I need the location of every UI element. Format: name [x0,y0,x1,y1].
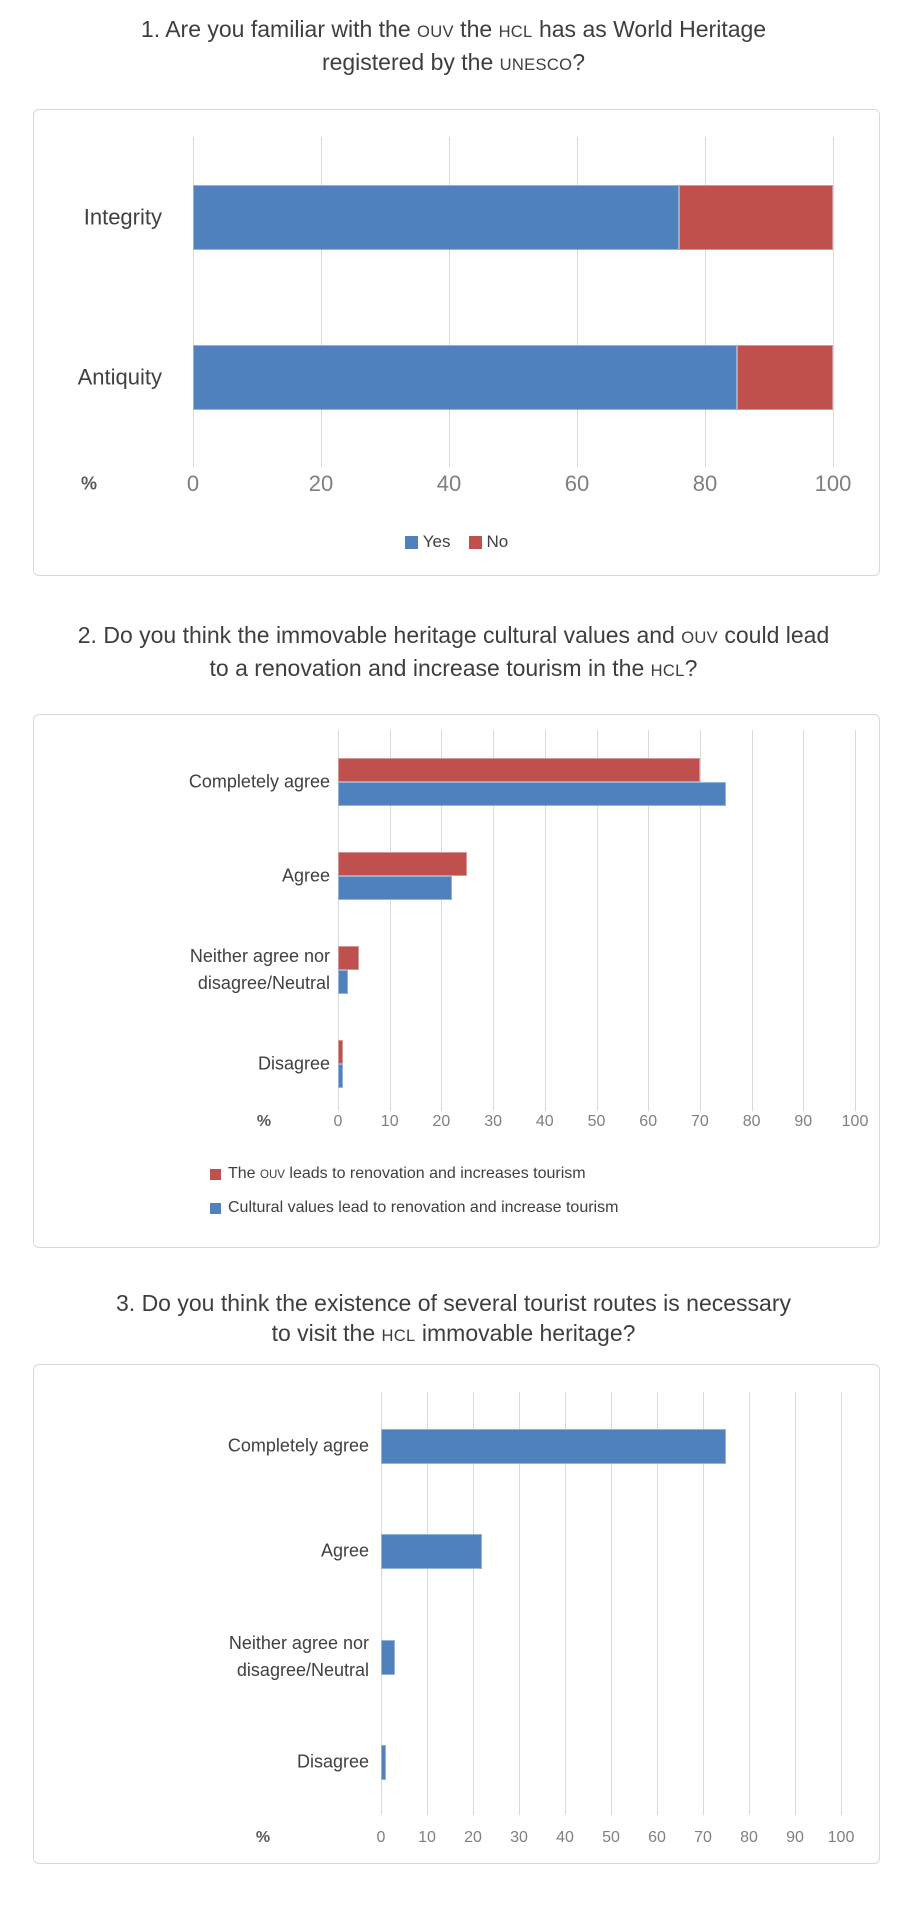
text-segment: immovable heritage? [415,1320,636,1346]
text-segment: ? [684,655,698,681]
title-line [34,1288,874,1318]
x-axis-unit-label: % [80,473,98,494]
x-axis-tick-label: 20 [432,1113,451,1130]
category-label: Agree [281,865,330,886]
category-label: Disagree [257,1053,330,1074]
small-caps-abbr: HCL [498,22,533,41]
question-1-section [0,14,907,576]
question-2-section [0,620,907,1248]
gridline [803,730,804,1111]
gridline [833,137,834,467]
category-label: Neither agree nor disagree/Neutral [189,946,330,993]
bar-segment [338,852,467,876]
category-label: Antiquity [77,364,162,390]
gridline [795,1392,796,1815]
x-axis-tick-label: 0 [333,1113,343,1130]
legend-item [210,1199,618,1217]
question-2-chart [33,714,880,1248]
text-segment: 2. Do you think the immovable heritage cultural values and [77,622,682,648]
x-axis-tick-label: 70 [690,1113,709,1130]
bar-segment [381,1429,726,1464]
bar-segment [381,1640,395,1675]
category-label: Completely agree [188,771,330,792]
x-axis-tick-label: 80 [740,1829,758,1846]
x-axis-tick-label: 20 [464,1829,482,1846]
x-axis-tick-label: 20 [308,471,334,496]
text-segment: ? [572,49,586,75]
legend-label: Yes [422,532,451,551]
text-segment: to visit the [271,1320,382,1346]
small-caps-abbr: HCL [381,1326,416,1345]
legend-label [228,1199,618,1217]
x-axis-tick-label: 50 [587,1113,606,1130]
question-1-title [34,14,874,80]
title-line [34,1318,874,1351]
category-label: Agree [320,1540,369,1561]
gridline [752,730,753,1111]
small-caps-abbr: OUV [260,1169,285,1181]
x-axis-tick-label: 40 [436,471,462,496]
text-segment: Cultural values lead to renovation and increase tourism [228,1199,619,1216]
text-segment: to a renovation and increase tourism in the [209,655,651,681]
x-axis-tick-label: 100 [827,1829,855,1846]
x-axis-unit-label: % [256,1113,272,1130]
x-axis-tick-label: 100 [841,1113,869,1130]
title-line [34,653,874,686]
x-axis-tick-label: 50 [602,1829,620,1846]
legend-label: No [486,532,509,551]
category-label: Completely agree [227,1435,369,1456]
bar-segment [193,185,679,250]
x-axis-tick-label: 80 [742,1113,761,1130]
x-axis-tick-label: 100 [814,471,852,496]
x-axis-tick-label: 60 [648,1829,666,1846]
title-line [34,620,874,653]
x-axis-tick-label: 60 [564,471,590,496]
bar-segment [338,876,452,900]
x-axis-tick-label: 40 [535,1113,554,1130]
x-axis-tick-label: 40 [556,1829,574,1846]
bar-segment [737,345,833,410]
x-axis-tick-label: 0 [376,1829,386,1846]
x-axis-tick-label: 70 [694,1829,712,1846]
question-3-title [34,1288,874,1351]
legend-swatch [469,536,482,549]
legend-item [469,532,509,552]
legend-swatch [210,1169,221,1180]
bar-segment [679,185,833,250]
bar-segment [338,782,726,806]
question-1-chart [33,109,880,576]
legend [34,532,879,552]
text-segment: registered by the [321,49,500,75]
x-axis-tick-label: 30 [510,1829,528,1846]
text-segment: The [228,1165,261,1182]
text-segment: 1. Are you familiar with the [140,16,418,42]
bar-segment [381,1534,482,1569]
category-label: Neither agree nor disagree/Neutral [228,1633,369,1680]
legend-swatch [210,1203,221,1214]
legend-swatch [405,536,418,549]
question-3-chart [33,1364,880,1864]
category-label: Integrity [83,204,162,230]
legend-item [210,1165,618,1183]
gridline [841,1392,842,1815]
legend-label [228,1165,586,1183]
bar-segment [193,345,737,410]
bar-segment [381,1745,386,1780]
bar-segment [338,970,348,994]
x-axis-unit-label: % [255,1829,271,1846]
bar-segment [338,758,700,782]
x-axis-tick-label: 80 [692,471,718,496]
small-caps-abbr: OUV [417,22,454,41]
x-axis-tick-label: 10 [418,1829,436,1846]
bar-segment [338,1064,343,1088]
text-segment: 3. Do you think the existence of several tourist routes is necessary [116,1290,791,1316]
x-axis-tick-label: 0 [186,471,200,496]
title-line [34,47,874,80]
text-segment: has as World Heritage [532,16,767,42]
gridline [749,1392,750,1815]
text-segment: leads to renovation and increases tourism [284,1165,586,1182]
x-axis-tick-label: 90 [786,1829,804,1846]
gridline [855,730,856,1111]
small-caps-abbr: OUV [681,628,718,647]
category-label: Disagree [296,1751,369,1772]
question-2-title [34,620,874,686]
title-line [34,14,874,47]
question-3-section [0,1288,907,1864]
x-axis-tick-label: 90 [794,1113,813,1130]
legend [210,1165,618,1217]
bar-segment [338,946,359,970]
x-axis-tick-label: 30 [484,1113,502,1130]
x-axis-tick-label: 10 [380,1113,399,1130]
small-caps-abbr: HCL [650,661,685,680]
small-caps-abbr: UNESCO [499,55,573,74]
x-axis-tick-label: 60 [639,1113,658,1130]
legend-item [405,532,451,552]
text-segment: the [453,16,499,42]
bar-segment [338,1040,343,1064]
text-segment: could lead [717,622,830,648]
